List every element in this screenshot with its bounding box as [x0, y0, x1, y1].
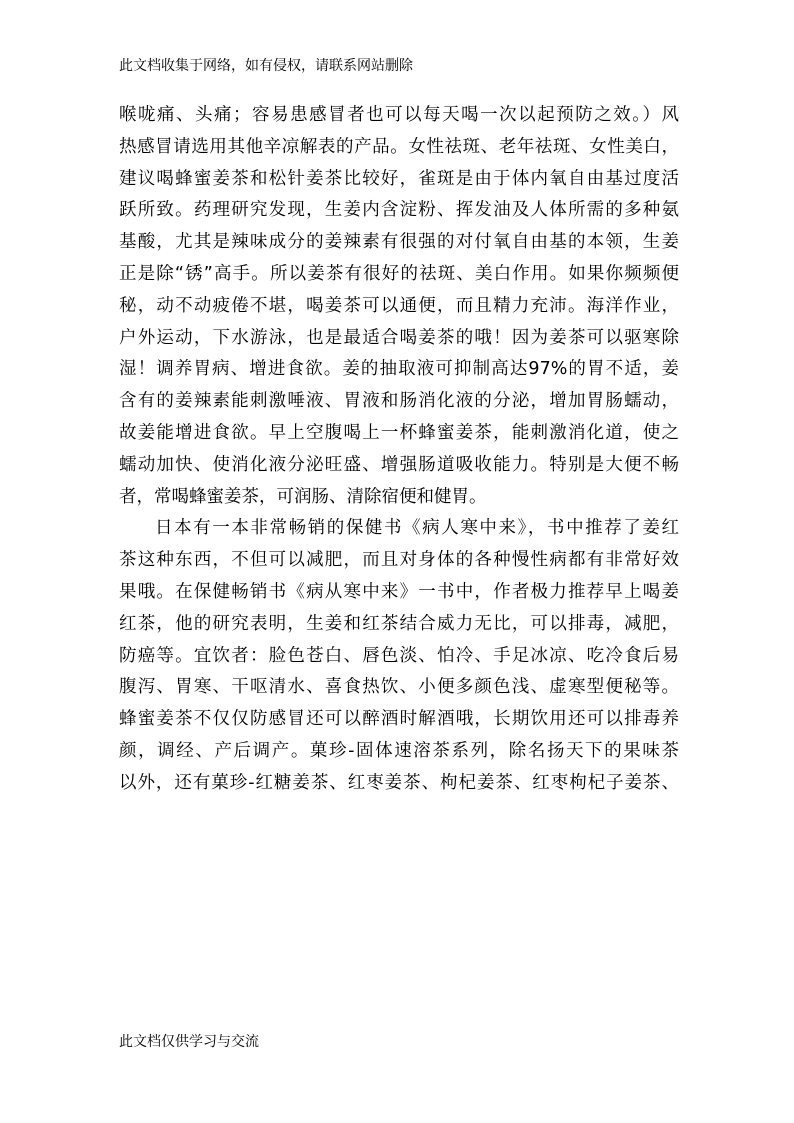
text-line: 秘，动不动疲倦不堪，喝姜茶可以通便，而且精力充沛。海洋作业，: [119, 295, 679, 316]
page-footer: 此文档仅供学习与交流: [119, 1034, 259, 1050]
text-line: 含有的姜辣素能刺激唾液、胃液和肠消化液的分泌，增加胃肠蠕动，: [119, 391, 679, 412]
document-body: [119, 100, 679, 800]
text-line: 热感冒请选用其他辛凉解表的产品。女性祛斑、老年祛斑、女性美白，: [119, 136, 679, 157]
text-line: 正是除“锈”高手。所以姜茶有很好的祛斑、美白作用。如果你频频便: [119, 263, 679, 284]
text-line: 蜂蜜姜茶不仅仅防感冒还可以醉酒时解酒哦，长期饮用还可以排毒养: [119, 709, 679, 730]
paragraph-2: [119, 513, 679, 799]
text-line: 户外运动，下水游泳，也是最适合喝姜茶的哦！因为姜茶可以驱寒除: [119, 327, 679, 348]
text-line: 喉咙痛、头痛；容易患感冒者也可以每天喝一次以起预防之效。）风: [119, 105, 679, 125]
text-line: 者，常喝蜂蜜姜茶，可润肠、清除宿便和健胃。: [119, 486, 487, 507]
page-header: 此文档收集于网络，如有侵权，请联系网站删除: [119, 58, 413, 74]
text-line: 颜，调经、产后调产。菓珍-固体速溶茶系列，除名扬天下的果味茶: [119, 740, 679, 761]
text-line: 蠕动加快、使消化液分泌旺盛、增强肠道吸收能力。特别是大便不畅: [119, 454, 679, 475]
text-line: 红茶，他的研究表明，生姜和红茶结合威力无比，可以排毒，减肥，: [119, 613, 679, 634]
paragraph-1: [119, 100, 679, 513]
text-line: 防癌等。宜饮者：脸色苍白、唇色淡、怕冷、手足冰凉、吃冷食后易: [119, 645, 679, 666]
text-line: 腹泻、胃寒、干呕清水、喜食热饮、小便多颜色浅、虚寒型便秘等。: [119, 677, 679, 698]
text-line: 故姜能增进食欲。早上空腹喝上一杯蜂蜜姜茶，能刺激消化道，使之: [119, 422, 679, 443]
text-line: 建议喝蜂蜜姜茶和松针姜茶比较好，雀斑是由于体内氧自由基过度活: [119, 168, 679, 189]
text-line: 基酸，尤其是辣味成分的姜辣素有很强的对付氧自由基的本领，生姜: [119, 232, 679, 253]
text-line: 跃所致。药理研究发现，生姜内含淀粉、挥发油及人体所需的多种氨: [119, 200, 679, 221]
text-line: 日本有一本非常畅销的保健书《病人寒中来》，书中推荐了姜红: [155, 518, 679, 539]
text-line: 茶这种东西，不但可以减肥，而且对身体的各种慢性病都有非常好效: [119, 550, 679, 571]
text-line: 以外，还有菓珍-红糖姜茶、红枣姜茶、枸杞姜茶、红枣枸杞子姜茶、: [119, 772, 679, 793]
text-line: 湿！调养胃病、增进食欲。姜的抽取液可抑制高达97%的胃不适，姜: [119, 359, 679, 380]
text-line: 果哦。在保健畅销书《病从寒中来》一书中，作者极力推荐早上喝姜: [119, 581, 679, 602]
